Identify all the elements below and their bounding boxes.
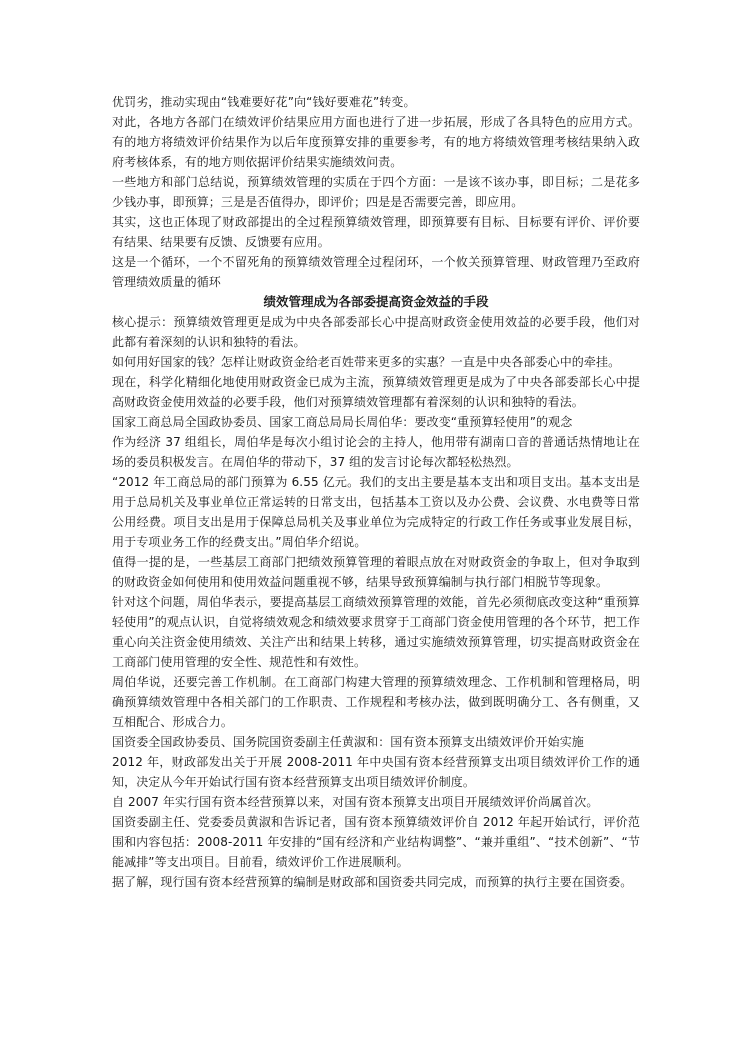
paragraph: 优罚劣，推动实现由“钱难要好花”向“钱好要难花”转变。 [112, 95, 416, 109]
paragraph: 其实，这也正体现了财政部提出的全过程预算绩效管理，即预算要有目标、目标要有评价、评价要有结果、结果要有反馈、反馈要有应用。 [112, 215, 640, 249]
paragraph: 国资委副主任、党委委员黄淑和告诉记者，国有资本预算绩效评价自 2012 年起开始试行，评价范围和内容包括：2008-2011 年安排的“国有经济和产业结构调整”、“兼并重组”、“技术创新”、“节能减排”等支出项目。目前看，绩效评价工作进展顺利。 [112, 815, 640, 869]
paragraph: 如何用好国家的钱？怎样让财政资金给老百姓带来更多的实惠？一直是中央各部委心中的牵挂。 [112, 355, 621, 369]
paragraph: “2012 年工商总局的部门预算为 6.55 亿元。我们的支出主要是基本支出和项目支出。基本支出是用于总局机关及事业单位正常运转的日常支出，包括基本工资以及办公费、会议费、水电费等日常公用经费。项目支出是用于保障总局机关及事业单位为完成特定的行政工作任务或事业发展目标，用于专项业务工作的经费支出。”周伯华介绍说。 [112, 475, 640, 549]
paragraph: 对此，各地方各部门在绩效评价结果应用方面也进行了进一步拓展，形成了各具特色的应用方式。有的地方将绩效评价结果作为以后年度预算安排的重要参考，有的地方将绩效管理考核结果纳入政府考核体系，有的地方则依据评价结果实施绩效问责。 [112, 115, 640, 169]
document-page [112, 92, 640, 892]
paragraph: 国家工商总局全国政协委员、国家工商总局局长周伯华：要改变“重预算轻使用”的观念 [112, 415, 573, 429]
paragraph: 针对这个问题，周伯华表示，要提高基层工商绩效预算管理的效能，首先必须彻底改变这种“重预算轻使用”的观点认识，自觉将绩效观念和绩效要求贯穿于工商部门资金使用管理的各个环节，把工作重心向关注资金使用绩效、关注产出和结果上转移，通过实施绩效预算管理，切实提高财政资金在工商部门使用管理的安全性、规范性和有效性。 [112, 595, 640, 669]
paragraph: 周伯华说，还要完善工作机制。在工商部门构建大管理的预算绩效理念、工作机制和管理格局，明确预算绩效管理中各相关部门的工作职责、工作规程和考核办法，做到既明确分工、各有侧重，又互相配合、形成合力。 [112, 675, 640, 729]
paragraph: 一些地方和部门总结说，预算绩效管理的实质在于四个方面：一是该不该办事，即目标；二是花多少钱办事，即预算；三是是否值得办，即评价；四是是否需要完善，即应用。 [112, 175, 640, 209]
paragraph: 2012 年，财政部发出关于开展 2008-2011 年中央国有资本经营预算支出项目绩效评价工作的通知，决定从今年开始试行国有资本经营预算支出项目绩效评价制度。 [112, 755, 640, 789]
paragraph: 核心提示：预算绩效管理更是成为中央各部委部长心中提高财政资金使用效益的必要手段，他们对此都有着深刻的认识和独特的看法。 [112, 315, 640, 349]
paragraph: 现在，科学化精细化地使用财政资金已成为主流，预算绩效管理更是成为了中央各部委部长心中提高财政资金使用效益的必要手段，他们对预算绩效管理都有着深刻的认识和独特的看法。 [112, 375, 640, 409]
paragraph: 这是一个循环，一个不留死角的预算绩效管理全过程闭环，一个攸关预算管理、财政管理乃至政府管理绩效质量的循环 [112, 255, 640, 289]
paragraph: 作为经济 37 组组长，周伯华是每次小组讨论会的主持人，他用带有湖南口音的普通话热情地让在场的委员积极发言。在周伯华的带动下，37 组的发言讨论每次都轻松热烈。 [112, 435, 640, 469]
paragraph: 自 2007 年实行国有资本经营预算以来，对国有资本预算支出项目开展绩效评价尚属首次。 [112, 795, 599, 809]
section-heading: 绩效管理成为各部委提高资金效益的手段 [263, 294, 489, 309]
paragraph: 国资委全国政协委员、国务院国资委副主任黄淑和：国有资本预算支出绩效评价开始实施 [112, 735, 584, 749]
paragraph: 值得一提的是，一些基层工商部门把绩效预算管理的着眼点放在对财政资金的争取上，但对争取到的财政资金如何使用和使用效益问题重视不够，结果导致预算编制与执行部门相脱节等现象。 [112, 555, 640, 589]
paragraph: 据了解，现行国有资本经营预算的编制是财政部和国资委共同完成，而预算的执行主要在国资委。 [112, 875, 633, 889]
